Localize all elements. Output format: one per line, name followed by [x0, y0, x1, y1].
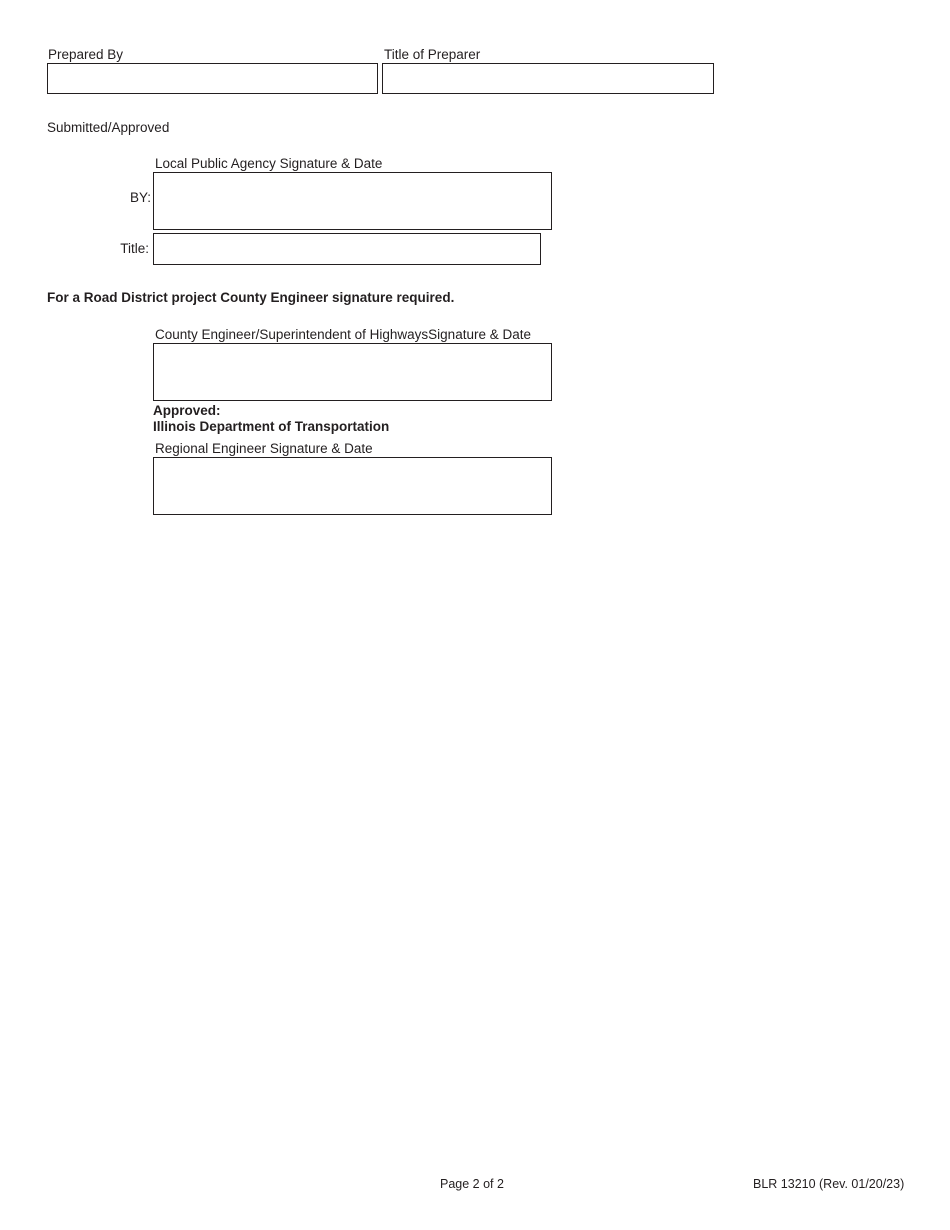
regional-engineer-signature-field[interactable] [153, 457, 552, 515]
regional-engineer-signature-label: Regional Engineer Signature & Date [155, 441, 373, 456]
road-district-note: For a Road District project County Engineer signature required. [47, 290, 455, 305]
local-agency-title-label: Title: [120, 241, 149, 256]
local-agency-signature-field[interactable] [153, 172, 552, 230]
page-number: Page 2 of 2 [440, 1177, 504, 1191]
local-agency-signature-label: Local Public Agency Signature & Date [155, 156, 383, 171]
submitted-approved-label: Submitted/Approved [47, 120, 170, 135]
form-id: BLR 13210 (Rev. 01/20/23) [753, 1177, 905, 1191]
idot-department-label: Illinois Department of Transportation [153, 419, 390, 434]
prepared-by-field[interactable] [47, 63, 378, 94]
county-engineer-signature-label: County Engineer/Superintendent of HighwaysSignature & Date [155, 327, 531, 342]
local-agency-title-field[interactable] [153, 233, 541, 265]
title-of-preparer-label: Title of Preparer [384, 47, 481, 62]
title-of-preparer-field[interactable] [382, 63, 714, 94]
county-engineer-signature-field[interactable] [153, 343, 552, 401]
approved-label: Approved: [153, 403, 221, 418]
by-label: BY: [129, 190, 151, 205]
prepared-by-label: Prepared By [48, 47, 124, 62]
